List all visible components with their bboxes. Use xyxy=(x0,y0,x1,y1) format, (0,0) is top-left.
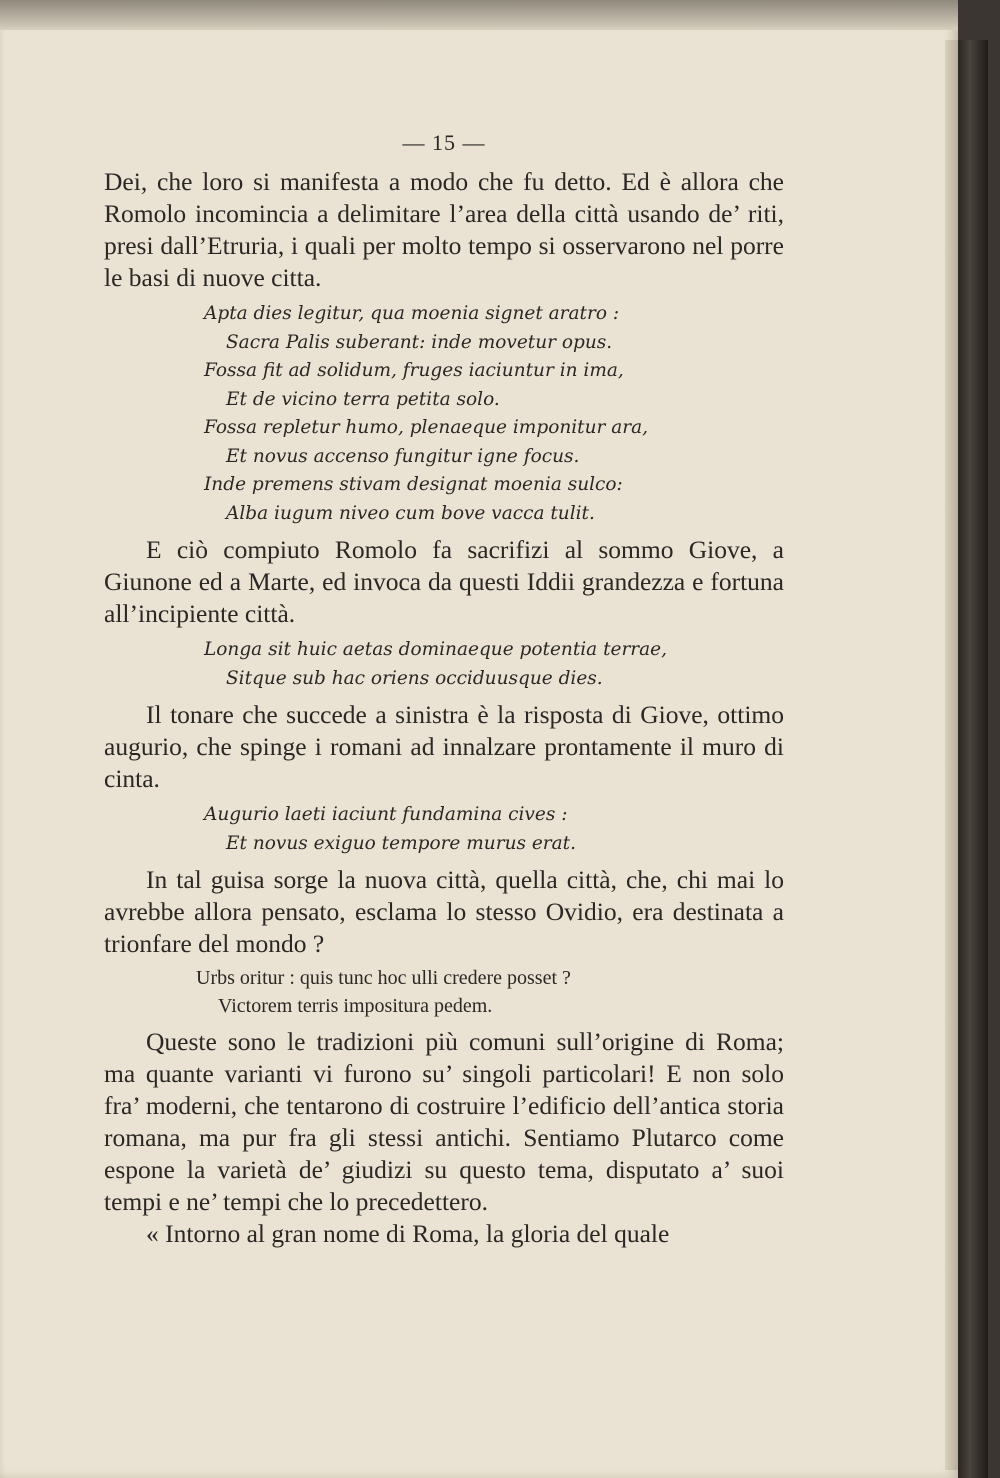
verse-line: Fossa fit ad solidum, fruges iaciuntur in ima, xyxy=(204,360,624,381)
paragraph-1: Dei, che loro si manifesta a modo che fu detto. Ed è allora che Romolo incomincia a delimitare l’area della città usando de’ riti, presi dall’Etruria, i quali per molto tempo si osservarono nel porre le basi di nuove citta. xyxy=(104,167,784,292)
paragraph-3: Il tonare che succede a sinistra è la risposta di Giove, ottimo augurio, che spinge i romani ad innalzare prontamente il muro di cinta. xyxy=(104,700,784,793)
verse-line: Et de vicino terra petita solo. xyxy=(226,388,500,410)
verse-line: Longa sit huic aetas dominaeque potentia terrae, xyxy=(204,639,668,660)
page-text xyxy=(104,130,784,1250)
verse-block-4 xyxy=(104,964,784,1020)
book-binding xyxy=(958,40,988,1478)
verse-block-1 xyxy=(104,300,784,528)
verse-line: Inde premens stivam designat moenia sulco: xyxy=(204,474,623,495)
page-edge xyxy=(945,40,958,1470)
verse-line: Alba iugum niveo cum bove vacca tulit. xyxy=(226,502,595,524)
paragraph-5: Queste sono le tradizioni più comuni sull’origine di Roma; ma quante varianti vi furono su’ singoli particolari! E non solo fra’ moderni, che tentarono di costruire l’edificio dell’antica storia romana, ma pur fra gli stessi antichi. Sentiamo Plutarco come espone la varietà de’ giudizi su questo tema, disputato a’ suoi tempi e ne’ tempi che lo precedettero. xyxy=(104,1027,784,1216)
verse-block-3 xyxy=(104,801,784,858)
verse-line: Urbs oritur : quis tunc hoc ulli credere posset ? xyxy=(196,967,571,989)
verse-line: Et novus accenso fungitur igne focus. xyxy=(226,445,580,467)
verse-line: Fossa repletur humo, plenaeque imponitur ara, xyxy=(204,417,649,438)
paragraph-4: In tal guisa sorge la nuova città, quella città, che, chi mai lo avrebbe allora pensato, esclama lo stesso Ovidio, era destinata a trionfare del mondo ? xyxy=(104,865,784,958)
verse-line: Et novus exiguo tempore murus erat. xyxy=(226,832,576,854)
verse-line: Augurio laeti iaciunt fundamina cives : xyxy=(204,804,568,825)
page-number: — 15 — xyxy=(402,130,486,155)
paragraph-2: E ciò compiuto Romolo fa sacrifizi al sommo Giove, a Giunone ed a Marte, ed invoca da questi Iddii grandezza e fortuna all’incipiente città. xyxy=(104,535,784,628)
verse-line: Apta dies legitur, qua moenia signet aratro : xyxy=(204,303,620,324)
page-top-shadow xyxy=(0,0,958,30)
verse-block-2 xyxy=(104,636,784,693)
verse-line: Sitque sub hac oriens occiduusque dies. xyxy=(226,667,603,689)
paragraph-6: « Intorno al gran nome di Roma, la gloria del quale xyxy=(146,1219,670,1248)
verse-line: Victorem terris impositura pedem. xyxy=(218,995,493,1017)
verse-line: Sacra Palis suberant: inde movetur opus. xyxy=(226,331,613,353)
